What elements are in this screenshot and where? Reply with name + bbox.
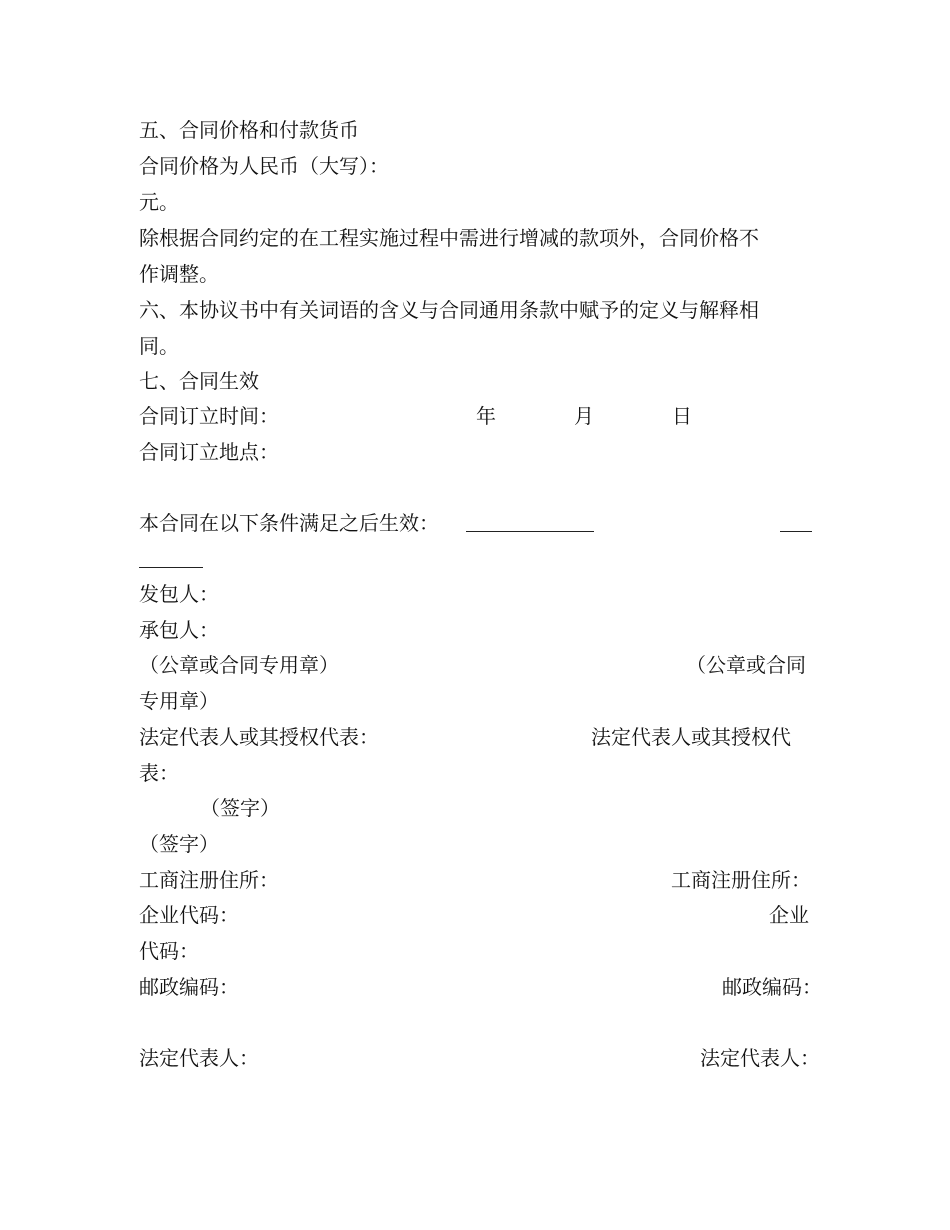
day-label: 日 (672, 404, 692, 428)
sign-right: （签字） (139, 832, 219, 856)
condition-blank-line (466, 531, 594, 532)
enterprise-code-right-continued: 代码： (139, 939, 199, 963)
section6-line-1: 六、本协议书中有关词语的含义与合同通用条款中赋予的定义与解释相 (139, 298, 759, 322)
contractor-label: 承包人： (139, 618, 219, 642)
price-adjust-line-1: 除根据合同约定的在工程实施过程中需进行增减的款项外，合同价格不 (139, 226, 759, 250)
rep-right: 法定代表人或其授权代 (591, 725, 791, 749)
condition-blank-line-end (780, 531, 812, 532)
seal-right: （公章或合同 (686, 653, 806, 677)
rep-right-continued: 表： (139, 761, 179, 785)
sign-place-label: 合同订立地点： (139, 440, 279, 464)
price-label: 合同价格为人民币（大写）： (139, 154, 389, 178)
sign-time-label: 合同订立时间： (139, 404, 279, 428)
legal-rep-left: 法定代表人： (139, 1046, 259, 1070)
address-right: 工商注册住所： (671, 868, 811, 892)
sign-left: （签字） (200, 796, 280, 820)
postal-code-right: 邮政编码： (722, 975, 822, 999)
address-left: 工商注册住所： (139, 868, 279, 892)
condition-blank-line-continued (139, 567, 203, 568)
price-adjust-line-2: 作调整。 (139, 262, 219, 286)
effective-condition-label: 本合同在以下条件满足之后生效： (139, 511, 439, 535)
month-label: 月 (574, 404, 594, 428)
enterprise-code-left: 企业代码： (139, 903, 239, 927)
employer-label: 发包人： (139, 582, 219, 606)
seal-left: （公章或合同专用章） (139, 653, 339, 677)
seal-right-continued: 专用章） (139, 689, 219, 713)
section6-line-2: 同。 (139, 334, 179, 358)
section5-heading: 五、合同价格和付款货币 (139, 118, 359, 142)
price-unit: 元。 (139, 190, 179, 214)
section7-heading: 七、合同生效 (139, 369, 259, 393)
enterprise-code-right: 企业 (769, 903, 809, 927)
year-label: 年 (476, 404, 496, 428)
postal-code-left: 邮政编码： (139, 975, 239, 999)
rep-left: 法定代表人或其授权代表： (139, 725, 379, 749)
legal-rep-right: 法定代表人： (700, 1046, 820, 1070)
